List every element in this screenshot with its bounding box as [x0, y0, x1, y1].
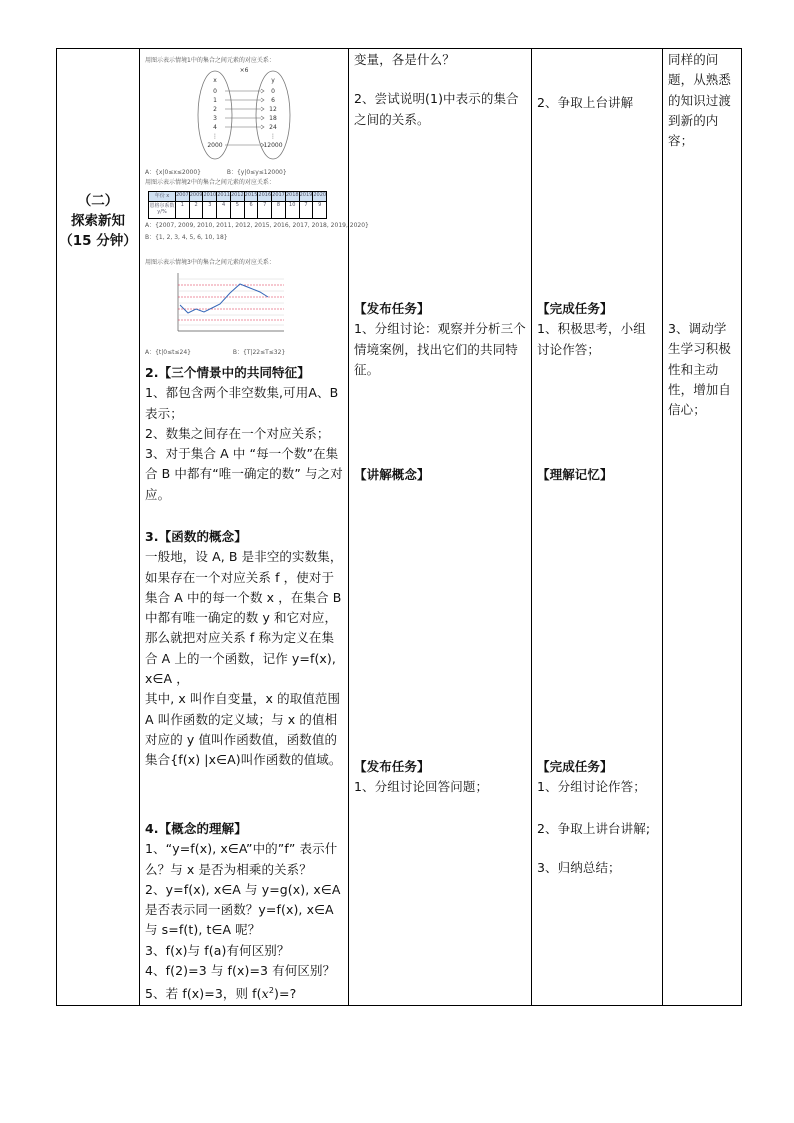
teacher-activity-cell	[349, 49, 532, 1006]
figure-2-set-a: A：{2007, 2009, 2010, 2011, 2012, 2015, 2016, 2017, 2018, 2019, 2020}	[145, 222, 369, 229]
figure-2-table	[148, 191, 327, 219]
range-value: 12000	[263, 142, 283, 149]
function-concept-definition: 一般地，设 A, B 是非空的实数集，如果存在一个对应关系 f ，使对于集合 A 中的每一个数 x ，在集合 B 中都有唯一确定的数 y 和它对应，那么就把对应关系 f 称为定义在集合 A 上的一个函数，记作 y=f(x), x∈A ，	[145, 549, 343, 687]
domain-value: 4	[213, 124, 217, 131]
feature-item: 3、对于集合 A 中 “每一个数”在集合 B 中都有“唯一确定的数” 与之对应。	[145, 446, 343, 502]
arrow-head	[261, 125, 264, 129]
stage-title: 探索新知	[71, 213, 125, 229]
student-activity-text: 2、争取上台讲解	[537, 95, 634, 110]
value-cell: 7	[258, 202, 272, 219]
teacher-question-line: 2、尝试说明(1)中表示的集合之间的关系。	[354, 91, 519, 127]
domain-value: 3	[213, 115, 217, 122]
value-cell: 2	[189, 202, 203, 219]
feature-item: 2、数集之间存在一个对应关系；	[145, 425, 330, 441]
student-task-title: 【完成任务】	[537, 759, 613, 774]
figure-2-caption: 用图示表示情境2中的集合之间元素的对应关系：	[145, 179, 275, 186]
arrow-head	[261, 116, 264, 120]
teacher-task-1	[354, 299, 527, 380]
student-task-text: 1、分组讨论作答；	[537, 779, 646, 795]
figure-1-set-b: B：{y|0≤y≤12000}	[226, 169, 287, 176]
value-cell: 1	[176, 202, 190, 219]
year-cell: 2007	[176, 192, 190, 202]
value-cell: 4	[217, 202, 231, 219]
question-item: 4、f(2)=3 与 f(x)=3 有何区别？	[145, 963, 336, 979]
value-cell: 3	[203, 202, 217, 219]
teacher-task-title: 【发布任务】	[354, 759, 430, 774]
figure-3-set-b: B：{T|22≤T≤32}	[232, 349, 286, 356]
figure-1-set-a: A：{x|0≤x≤2000}	[145, 169, 202, 176]
student-task-2	[537, 465, 658, 485]
range-value: 18	[269, 115, 277, 122]
student-task-1	[537, 299, 658, 360]
function-concept-section	[145, 527, 344, 771]
stage-label	[57, 191, 139, 251]
value-cell: 10	[285, 202, 299, 219]
question-item: 1、“y=f(x), x∈A”中的”f” 表示什么？与 x 是否为相乘的关系？	[145, 841, 338, 877]
domain-value: ⋮	[212, 133, 218, 140]
range-value: 12	[269, 106, 277, 113]
design-intent-text: 3、调动学生学习积极性和主动性，增加自信心；	[668, 321, 732, 418]
value-cell: 7	[299, 202, 313, 219]
concept-understanding-title: 4.【概念的理解】	[145, 821, 247, 836]
value-cell: 5	[230, 202, 244, 219]
stage-cell	[57, 49, 140, 1006]
teacher-task-2	[354, 465, 527, 485]
question-item: 3、f(x)与 f(a)有何区别？	[145, 942, 290, 958]
range-value: ⋮	[270, 133, 276, 140]
arrow-head	[261, 89, 264, 93]
student-task-text: 3、归纳总结；	[537, 859, 621, 875]
feature-item: 1、都包含两个非空数集,可用A、B 表示；	[145, 385, 339, 421]
year-cell: 2019	[299, 192, 313, 202]
year-cell: 2018	[285, 192, 299, 202]
content-cell	[140, 49, 369, 1006]
range-value: 0	[271, 88, 275, 95]
year-cell: 2011	[217, 192, 231, 202]
figure-2-set-b: B：{1, 2, 3, 4, 5, 6, 10, 18}	[145, 234, 228, 241]
student-task-title: 【完成任务】	[537, 301, 613, 316]
year-cell: 2015	[244, 192, 258, 202]
domain-variable-label: x	[213, 77, 217, 84]
teacher-task-title: 【发布任务】	[354, 301, 430, 316]
figure-3-caption: 用图示表示情境3中的集合之间元素的对应关系：	[145, 259, 275, 266]
range-value: 24	[269, 124, 277, 131]
student-task-text: 2、争取上讲台讲解;	[537, 820, 651, 836]
domain-value: 2000	[207, 142, 223, 149]
figure-2	[145, 179, 369, 242]
teacher-question-block	[354, 50, 527, 130]
year-cell: 2010	[203, 192, 217, 202]
lesson-plan-table	[56, 48, 742, 1006]
range-variable-label: y	[271, 77, 275, 84]
teacher-task-text: 1、分组讨论回答问题；	[354, 779, 489, 795]
year-cell: 2017	[272, 192, 286, 202]
student-task-title: 【理解记忆】	[537, 467, 613, 482]
table-header-label: 年份 x	[149, 192, 176, 202]
function-concept-title: 3.【函数的概念】	[145, 529, 247, 544]
domain-value: 2	[213, 106, 217, 113]
operation-label: ×6	[239, 67, 249, 74]
student-activity-cell	[532, 49, 663, 1006]
concept-understanding-section	[145, 819, 344, 1005]
arrow-head	[261, 98, 264, 102]
figure-3-set-a: A：{t|0≤t≤24}	[145, 349, 191, 356]
domain-value: 1	[213, 97, 217, 104]
table-row-label: 恩格尔系数 y/%	[149, 202, 176, 219]
teacher-task-3	[354, 757, 527, 798]
figure-3	[145, 259, 344, 357]
temperature-line-chart	[172, 271, 287, 339]
teacher-task-title: 【讲解概念】	[354, 467, 430, 482]
stage-duration: （15 分钟）	[59, 233, 137, 249]
function-concept-terms: 其中, x 叫作自变量，x 的取值范围 A 叫作函数的定义域；与 x 的值相对应的 y 值叫作函数值，函数值的集合{f(x) |x∈A)叫作函数的值域。	[145, 691, 342, 768]
design-intent-text: 同样的问题，从熟悉的知识过渡到新的内容；	[668, 52, 732, 149]
teacher-question-line: 变量，各是什么？	[354, 52, 455, 67]
value-cell: 8	[272, 202, 286, 219]
stage-number: （二）	[77, 193, 119, 209]
year-cell: 2009	[189, 192, 203, 202]
year-cell: 2020	[313, 192, 327, 202]
figure-1	[145, 57, 344, 177]
teacher-task-text: 1、分组讨论：观察并分析三个情境案例，找出它们的共同特征。	[354, 321, 526, 377]
common-features-section	[145, 363, 344, 505]
student-task-text: 1、积极思考，小组讨论作答；	[537, 321, 646, 357]
mapping-diagram	[163, 65, 303, 165]
question-item: 2、y=f(x), x∈A 与 y=g(x), x∈A 是否表示同一函数？y=f(x), x∈A 与 s=f(t), t∈A 呢？	[145, 881, 341, 938]
design-intent-cell	[663, 49, 742, 1006]
domain-value: 0	[213, 88, 217, 95]
figure-1-caption: 用图示表示情境1中的集合之间元素的对应关系：	[145, 57, 275, 64]
common-features-title: 2.【三个情景中的共同特征】	[145, 365, 310, 380]
range-value: 6	[271, 97, 275, 104]
value-cell: 6	[244, 202, 258, 219]
question-item: 5、若 f(x)=3，则 $f(x^2)=$?	[145, 986, 297, 1002]
student-task-3	[537, 757, 658, 878]
arrow-head	[261, 107, 264, 111]
value-cell: 9	[313, 202, 327, 219]
year-cell: 2016	[258, 192, 272, 202]
year-cell: 2012	[230, 192, 244, 202]
